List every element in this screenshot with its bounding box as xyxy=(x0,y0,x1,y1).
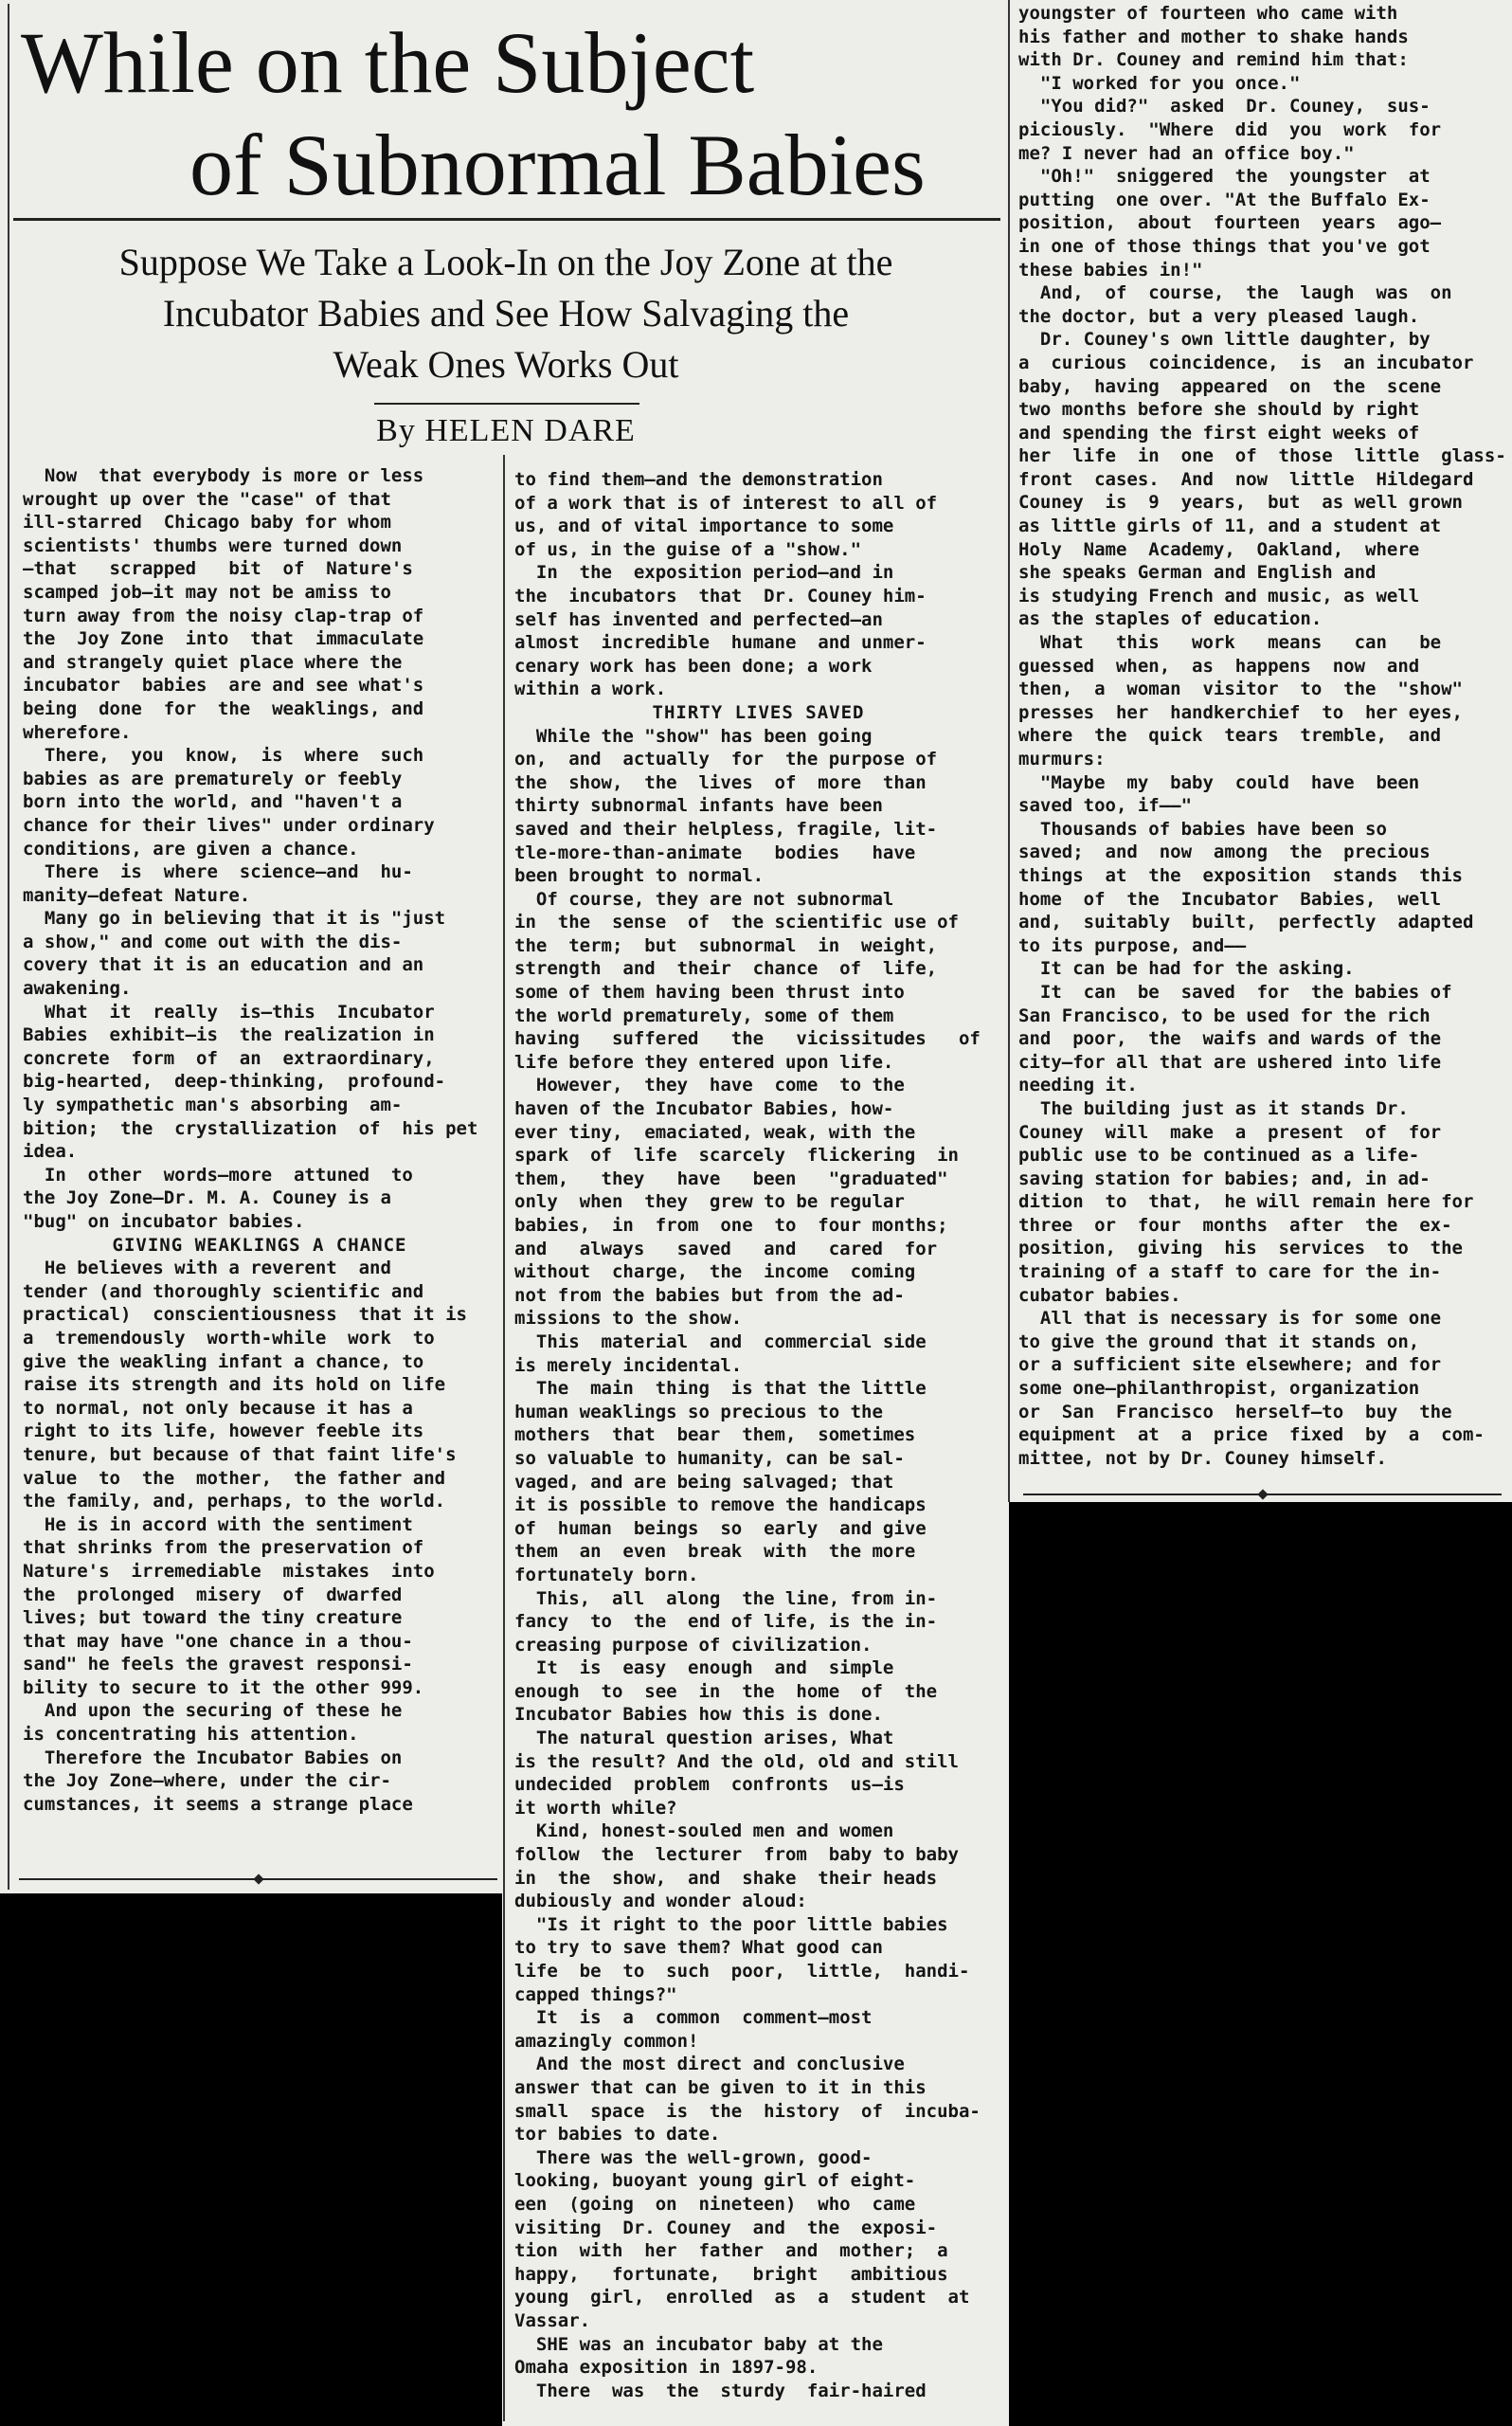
headline-line-1: While on the Subject xyxy=(21,14,755,111)
byline: By HELEN DARE xyxy=(376,413,636,448)
text-line: This material and commercial side xyxy=(514,1331,927,1352)
text-line: the Joy Zone—where, under the cir- xyxy=(23,1770,391,1792)
border-rule-left xyxy=(8,4,9,1890)
text-line: some of them having been thrust into xyxy=(514,982,905,1004)
text-line: human weaklings so precious to the xyxy=(514,1401,883,1422)
text-line: "I worked for you once." xyxy=(1018,72,1301,94)
text-line: front cases. And now little Hildegard xyxy=(1018,468,1474,490)
text-line: the Joy Zone—Dr. M. A. Couney is a xyxy=(23,1187,391,1209)
byline-rule xyxy=(374,403,639,405)
text-line: Couney is 9 years, but as well grown xyxy=(1018,492,1463,514)
text-line: piciously. "Where did you work for xyxy=(1018,118,1442,140)
text-line: them an even break with the more xyxy=(514,1541,916,1563)
text-line: spark of life scarcely flickering in xyxy=(514,1145,959,1167)
text-line: There is where science—and hu- xyxy=(23,861,413,883)
text-line: value to the mother, the father and xyxy=(23,1467,446,1489)
text-line: Thousands of babies have been so xyxy=(1018,818,1387,840)
text-line: tion with her father and mother; a xyxy=(514,2240,948,2262)
text-line: "Is it right to the poor little babies xyxy=(514,1913,948,1935)
text-line: He believes with a reverent and xyxy=(23,1258,391,1279)
text-line: three or four months after the ex- xyxy=(1018,1214,1452,1236)
text-line: to find them—and the demonstration xyxy=(514,469,883,490)
column-1-end-ornament xyxy=(19,1874,497,1884)
subheadline-line-1: Suppose We Take a Look-In on the Joy Zone at the xyxy=(118,241,893,283)
text-line: in the show, and shake their heads xyxy=(514,1867,938,1889)
text-line: lives; but toward the tiny creature xyxy=(23,1607,403,1629)
text-line: And upon the securing of these he xyxy=(23,1700,403,1722)
text-line: There, you know, is where such xyxy=(23,745,424,767)
text-line: self has invented and perfected—an xyxy=(514,608,883,630)
text-line: the Joy Zone into that immaculate xyxy=(23,628,424,650)
text-line: where the quick tears tremble, and xyxy=(1018,725,1442,747)
text-line: scientists' thumbs were turned down xyxy=(23,534,403,556)
column-rule-2 xyxy=(1008,0,1010,1502)
text-line: needing it. xyxy=(1018,1075,1138,1096)
text-line: on, and actually for the purpose of xyxy=(514,749,938,770)
text-line: right to its life, however feeble its xyxy=(23,1421,424,1442)
text-line: his father and mother to shake hands xyxy=(1018,26,1409,47)
text-line: creasing purpose of civilization. xyxy=(514,1634,873,1656)
text-line: to normal, not only because it has a xyxy=(23,1397,413,1419)
text-line: baby, having appeared on the scene xyxy=(1018,375,1442,397)
text-line: bility to secure to it the other 999. xyxy=(23,1676,424,1698)
text-line: and poor, the waifs and wards of the xyxy=(1018,1028,1442,1050)
text-line: and, suitably built, perfectly adapted xyxy=(1018,912,1474,933)
text-line: SHE was an incubator baby at the xyxy=(514,2333,883,2355)
text-line: Many go in believing that it is "just xyxy=(23,908,446,930)
text-line: Incubator Babies how this is done. xyxy=(514,1704,883,1726)
text-line: While the "show" has been going xyxy=(514,725,873,747)
text-line: This, all along the line, from in- xyxy=(514,1587,938,1609)
text-line: city—for all that are ushered into life xyxy=(1018,1051,1442,1073)
section-heading: THIRTY LIVES SAVED xyxy=(652,701,865,723)
text-line: turn away from the noisy clap-trap of xyxy=(23,605,424,626)
text-line: Kind, honest-souled men and women xyxy=(514,1820,894,1842)
subheadline xyxy=(13,237,999,390)
text-line: idea. xyxy=(23,1141,78,1163)
text-line: two months before she should by right xyxy=(1018,399,1420,421)
text-line: cumstances, it seems a strange place xyxy=(23,1793,413,1815)
text-line: public use to be continued as a life- xyxy=(1018,1145,1420,1167)
text-line: dubiously and wonder aloud: xyxy=(514,1891,807,1912)
headline-rule xyxy=(13,218,1000,221)
text-line: And the most direct and conclusive xyxy=(514,2054,905,2075)
text-line: position, giving his services to the xyxy=(1018,1238,1463,1259)
section-heading: GIVING WEAKLINGS A CHANCE xyxy=(112,1234,407,1256)
text-line: the world prematurely, some of them xyxy=(514,1005,894,1026)
text-line: small space is the history of incuba- xyxy=(514,2100,981,2122)
text-line: to its purpose, and—— xyxy=(1018,934,1247,956)
text-line: born into the world, and "haven't a xyxy=(23,791,403,813)
text-line: it worth while? xyxy=(514,1797,677,1819)
text-line: Now that everybody is more or less xyxy=(23,465,424,486)
subheadline-line-2: Incubator Babies and See How Salvaging the xyxy=(162,292,850,335)
text-line: of a work that is of interest to all of xyxy=(514,492,938,514)
article-column-2 xyxy=(514,468,1002,2402)
text-line: ill-starred Chicago baby for whom xyxy=(23,512,391,534)
text-line: and spending the first eight weeks of xyxy=(1018,422,1420,444)
text-line: young girl, enrolled as a student at xyxy=(514,2287,970,2308)
text-line: or San Francisco herself—to buy the xyxy=(1018,1401,1452,1422)
text-line: been brought to normal. xyxy=(514,865,765,887)
article-column-1 xyxy=(23,464,496,1816)
text-line: amazingly common! xyxy=(514,2030,699,2052)
text-line: Nature's irremediable mistakes into xyxy=(23,1560,435,1582)
text-line: the term; but subnormal in weight, xyxy=(514,934,938,956)
text-line: being done for the weaklings, and xyxy=(23,697,424,719)
text-line: is merely incidental. xyxy=(514,1354,743,1376)
text-line: In other words—more attuned to xyxy=(23,1164,413,1186)
text-line: It is easy enough and simple xyxy=(514,1657,894,1679)
text-line: them, they have been "graduated" xyxy=(514,1168,948,1189)
text-line: a tremendously worth-while work to xyxy=(23,1327,435,1349)
text-line: equipment at a price fixed by a com- xyxy=(1018,1424,1485,1446)
text-line: some one—philanthropist, organization xyxy=(1018,1378,1420,1400)
text-line: presses her handkerchief to her eyes, xyxy=(1018,701,1463,723)
text-line: enough to see in the home of the xyxy=(514,1680,938,1702)
text-line: of human beings so early and give xyxy=(514,1517,927,1539)
text-line: Of course, they are not subnormal xyxy=(514,888,894,910)
text-line: sand" he feels the gravest responsi- xyxy=(23,1654,413,1675)
text-line: "Oh!" sniggered the youngster at xyxy=(1018,166,1431,188)
text-line: the doctor, but a very pleased laugh. xyxy=(1018,305,1420,327)
text-line: within a work. xyxy=(514,679,667,700)
text-line: What it really is—this Incubator xyxy=(23,1001,435,1023)
text-line: or a sufficient site elsewhere; and for xyxy=(1018,1354,1442,1376)
text-line: There was the well-grown, good- xyxy=(514,2146,873,2168)
text-line: without charge, the income coming xyxy=(514,1261,916,1283)
text-line: to give the ground that it stands on, xyxy=(1018,1331,1420,1352)
text-line: tender (and thoroughly scientific and xyxy=(23,1280,424,1302)
text-line: and strangely quiet place where the xyxy=(23,651,403,673)
text-line: All that is necessary is for some one xyxy=(1018,1308,1442,1330)
text-line: that may have "one chance in a thou- xyxy=(23,1630,413,1652)
text-line: us, and of vital importance to some xyxy=(514,516,894,537)
text-line: is studying French and music, as well xyxy=(1018,585,1420,606)
text-line: saving station for babies; and, in ad- xyxy=(1018,1168,1431,1189)
text-line: putting one over. "At the Buffalo Ex- xyxy=(1018,189,1431,210)
text-line: as the staples of education. xyxy=(1018,608,1323,630)
text-line: strength and their chance of life, xyxy=(514,958,938,980)
text-line: big-hearted, deep-thinking, profound- xyxy=(23,1071,446,1093)
text-line: and always saved and cared for xyxy=(514,1238,938,1259)
text-line: babies, in from one to four months; xyxy=(514,1215,948,1236)
text-line: follow the lecturer from baby to baby xyxy=(514,1844,959,1866)
text-line: life before they entered upon life. xyxy=(514,1051,894,1073)
text-line: vaged, and are being salvaged; that xyxy=(514,1471,894,1493)
text-line: cubator babies. xyxy=(1018,1284,1181,1306)
text-line: almost incredible humane and unmer- xyxy=(514,632,927,654)
text-line: The natural question arises, What xyxy=(514,1728,894,1749)
text-line: me? I never had an office boy." xyxy=(1018,142,1355,164)
text-line: —that scrapped bit of Nature's xyxy=(23,558,413,580)
text-line: manity—defeat Nature. xyxy=(23,884,251,906)
text-line: Couney will make a present of for xyxy=(1018,1121,1442,1143)
text-line: the incubators that Dr. Couney him- xyxy=(514,585,927,606)
text-line: capped things?" xyxy=(514,1983,677,2005)
text-line: she speaks German and English and xyxy=(1018,562,1377,584)
text-line: saved too, if——" xyxy=(1018,795,1193,817)
text-line: in the sense of the scientific use of xyxy=(514,912,959,933)
text-line: tenure, but because of that faint life's xyxy=(23,1443,457,1465)
text-line: The main thing is that the little xyxy=(514,1378,927,1400)
text-line: these babies in!" xyxy=(1018,259,1203,281)
text-line: is the result? And the old, old and still xyxy=(514,1750,959,1772)
headline-line-2: of Subnormal Babies xyxy=(189,117,926,213)
text-line: give the weakling infant a chance, to xyxy=(23,1350,424,1372)
text-line: It can be saved for the babies of xyxy=(1018,981,1452,1003)
text-line: not from the babies but from the ad- xyxy=(514,1284,905,1306)
text-line: ly sympathetic man's absorbing am- xyxy=(23,1095,403,1116)
text-line: with Dr. Couney and remind him that: xyxy=(1018,49,1409,71)
text-line: Holy Name Academy, Oakland, where xyxy=(1018,538,1420,560)
text-line: guessed when, as happens now and xyxy=(1018,655,1420,677)
text-line: awakening. xyxy=(23,978,132,1000)
text-line: is concentrating his attention. xyxy=(23,1724,359,1746)
text-line: missions to the show. xyxy=(514,1308,743,1330)
text-line: And, of course, the laugh was on xyxy=(1018,282,1452,304)
text-line: It is a common comment—most xyxy=(514,2007,873,2029)
text-line: that shrinks from the preservation of xyxy=(23,1537,424,1559)
text-line: having suffered the vicissitudes of xyxy=(514,1028,981,1050)
text-line: saved; and now among the precious xyxy=(1018,842,1431,863)
text-line: Therefore the Incubator Babies on xyxy=(23,1747,403,1768)
text-line: murmurs: xyxy=(1018,749,1106,769)
text-line: The building just as it stands Dr. xyxy=(1018,1097,1409,1119)
text-line: wherefore. xyxy=(23,721,132,743)
text-line: home of the Incubator Babies, well xyxy=(1018,888,1442,910)
text-line: in one of those things that you've got xyxy=(1018,235,1431,257)
text-line: of us, in the guise of a "show." xyxy=(514,538,862,560)
subheadline-line-3: Weak Ones Works Out xyxy=(333,343,679,386)
text-line: Omaha exposition in 1897-98. xyxy=(514,2357,819,2379)
text-line: concrete form of an extraordinary, xyxy=(23,1047,435,1069)
text-line: position, about fourteen years ago— xyxy=(1018,212,1442,234)
text-line: practical) conscientiousness that it is xyxy=(23,1304,467,1326)
text-line: things at the exposition stands this xyxy=(1018,864,1463,886)
text-line: fancy to the end of life, is the in- xyxy=(514,1611,938,1633)
text-line: bition; the crystallization of his pet xyxy=(23,1117,478,1139)
text-line: youngster of fourteen who came with xyxy=(1018,3,1398,24)
text-line: it is possible to remove the handicaps xyxy=(514,1494,927,1516)
text-line: as little girls of 11, and a student at xyxy=(1018,516,1442,537)
text-line: "bug" on incubator babies. xyxy=(23,1211,305,1232)
text-line: looking, buoyant young girl of eight- xyxy=(514,2170,916,2192)
text-line: happy, fortunate, bright ambitious xyxy=(514,2263,948,2285)
text-line: San Francisco, to be used for the rich xyxy=(1018,1005,1431,1026)
text-line: tor babies to date. xyxy=(514,2124,721,2145)
text-line: covery that it is an education and an xyxy=(23,954,424,976)
text-line: dition to that, he will remain here for xyxy=(1018,1191,1474,1213)
text-line: a show," and come out with the dis- xyxy=(23,931,403,952)
text-line: raise its strength and its hold on life xyxy=(23,1374,446,1396)
column-3-end-ornament xyxy=(1023,1490,1502,1499)
column-rule-1 xyxy=(503,455,505,2421)
text-line: training of a staff to care for the in- xyxy=(1018,1261,1442,1283)
text-line: saved and their helpless, fragile, lit- xyxy=(514,818,938,840)
text-line: answer that can be given to it in this xyxy=(514,2076,927,2098)
text-line: What this work means can be xyxy=(1018,632,1442,654)
text-line: babies as are prematurely or feebly xyxy=(23,768,403,789)
text-line: There was the sturdy fair-haired xyxy=(514,2380,927,2401)
text-line: Dr. Couney's own little daughter, by xyxy=(1018,329,1431,351)
text-line: a curious coincidence, is an incubator xyxy=(1018,352,1474,373)
text-line: the family, and, perhaps, to the world. xyxy=(23,1491,446,1512)
text-line: then, a woman visitor to the "show" xyxy=(1018,679,1463,700)
text-line: In the exposition period—and in xyxy=(514,562,894,584)
text-line: It can be had for the asking. xyxy=(1018,958,1355,980)
text-line: wrought up over the "case" of that xyxy=(23,488,391,510)
text-line: een (going on nineteen) who came xyxy=(514,2193,916,2215)
text-line: chance for their lives" under ordinary xyxy=(23,814,435,836)
text-line: "You did?" asked Dr. Couney, sus- xyxy=(1018,96,1431,118)
text-line: thirty subnormal infants have been xyxy=(514,795,883,817)
text-line: haven of the Incubator Babies, how- xyxy=(514,1098,894,1120)
text-line: tle-more-than-animate bodies have xyxy=(514,842,916,863)
text-line: Vassar. xyxy=(514,2309,591,2331)
text-line: ever tiny, emaciated, weak, with the xyxy=(514,1121,916,1143)
text-line: mothers that bear them, sometimes xyxy=(514,1424,916,1446)
text-line: undecided problem confronts us—is xyxy=(514,1774,905,1796)
text-line: to try to save them? What good can xyxy=(514,1937,883,1959)
text-line: so valuable to humanity, can be sal- xyxy=(514,1447,905,1469)
text-line: conditions, are given a chance. xyxy=(23,838,359,860)
text-line: visiting Dr. Couney and the exposi- xyxy=(514,2217,938,2238)
text-line: cenary work has been done; a work xyxy=(514,655,873,677)
text-line: scamped job—it may not be amiss to xyxy=(23,581,391,603)
text-line: the prolonged misery of dwarfed xyxy=(23,1584,403,1605)
text-line: "Maybe my baby could have been xyxy=(1018,771,1420,793)
text-line: Babies exhibit—is the realization in xyxy=(23,1024,435,1046)
text-line: mittee, not by Dr. Couney himself. xyxy=(1018,1447,1387,1469)
text-line: only when they grew to be regular xyxy=(514,1191,905,1213)
text-line: incubator babies are and see what's xyxy=(23,675,424,697)
text-line: her life in one of those little glass- xyxy=(1018,445,1506,467)
text-line: life be to such poor, little, handi- xyxy=(514,1961,970,1982)
article-column-3 xyxy=(1018,2,1506,1470)
text-line: the show, the lives of more than xyxy=(514,771,927,793)
text-line: fortunately born. xyxy=(514,1564,699,1585)
text-line: He is in accord with the sentiment xyxy=(23,1513,413,1535)
text-line: However, they have come to the xyxy=(514,1075,905,1096)
